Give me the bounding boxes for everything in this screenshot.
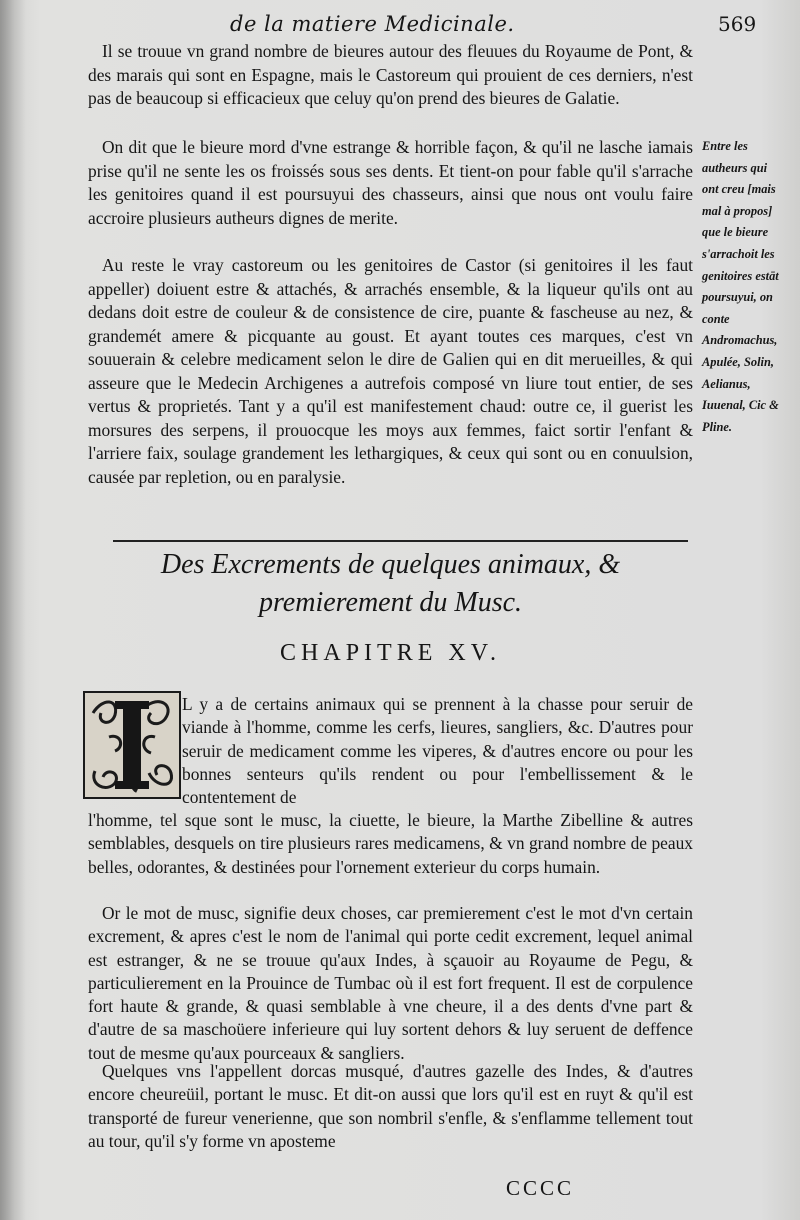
page-number: 569: [718, 12, 757, 36]
chapter-opening-continuation-text: l'homme, tel sque sont le musc, la ciuette, le bieure, la Marthe Zibelline & autres semblables, desquels on tire plusieurs rares medicamens, & vn grand nombre de peaux belles, odorantes, & destinées pour l'ornement exterieur du corps humain.: [88, 810, 693, 877]
paragraph-1: [88, 40, 693, 111]
dorcas-paragraph: Quelques vns l'appellent dorcas musqué, d'autres gazelle des Indes, & d'autres encore cheureüil, portant le musc. Et dit-on aussi que lors qu'il est en ruyt & qu'il est transporté de fureur venerienne, que son nombril s'enfle, & s'enflamme tellement tout au tour, qu'il s'y forme vn aposteme: [88, 1061, 693, 1151]
musc-paragraph: Or le mot de musc, signifie deux choses, car premierement c'est le mot d'vn certain excrement, & apres c'est le nom de l'animal qui porte cedit excrement, lequel animal est estranger, & ne se trouue qu'aux Indes, à sçauoir au Royaume de Pegu, & particulierement en la Prouince de Tumbac où il est fort frequent. Il est de corpulence fort haute & grande, & quasi semblable à vne cheure, il a des dents d'vne part & d'autre de sa maschoüere inferieure qui luy sortent dehors & luy seruent de deffence tout de mesme qu'aux pourceaux & sangliers.: [88, 903, 693, 1063]
chapter-heading: CHAPITRE XV.: [280, 640, 501, 666]
signature-mark: CCCC: [506, 1176, 575, 1200]
running-title: de la matiere Medicinale.: [230, 12, 515, 36]
paragraph-2-text: On dit que le bieure mord d'vne estrange & horrible façon, & qu'il ne lasche iamais prise qu'il ne sente les os froissés sous ses dents. Et tient-on pour fable qu'il s'arrache les genitoires quand il est poursuyui des chasseurs, ainsi que nous ont voulu faire accroire plusieurs autheurs dignes de merite.: [88, 137, 693, 228]
section-divider: [113, 540, 688, 542]
paragraph-3-text: Au reste le vray castoreum ou les genitoires de Castor (si genitoires il les faut appeller) doiuent estre & attachés, & arrachés ensemble, & la liqueur qu'ils ont au dedans doit estre de couleur & de consistence de cire, puante & fascheuse au nez, & grandemét amere & picquante au goust. Et ayant toutes ces marques, c'est vn souuerain & celebre medicament selon le dire de Galien qui en dit merueilles, & qui asseure que le Medecin Archigenes a autrefois composé vn liure tout entier, de ses vertus & proprietés. Tant y a qu'il est manifestement chaud: outre ce, il guerist les morsures des serpens, il prouocque les moys aux femmes, faict sortir l'enfant & l'arriere faix, soulage grandement les lethargiques, & ceux qui sont ou en conuulsion, causée par repletion, ou en paralysie.: [88, 255, 693, 487]
ornament-icon: [85, 693, 179, 797]
chapter-opening-continuation: [88, 809, 693, 879]
page-header: [0, 12, 800, 38]
section-title-line-2: premierement du Musc.: [258, 587, 523, 618]
section-title: [88, 546, 693, 622]
paragraph-1-text: Il se trouue vn grand nombre de bieures autour des fleuues du Royaume de Pont, & des marais qui sont en Espagne, mais le Castoreum qui prouient de ces derniers, n'est pas de beaucoup si efficacieux que celuy qu'on prend des bieures de Galatie.: [88, 41, 693, 108]
gutter-shadow: [0, 0, 26, 1220]
marginal-note: Entre les autheurs qui ont creu [mais mal à propos] que le bieure s'arrachoit les genitoires estāt poursuyui, on conte Andromachus, Apulée, Solin, Aelianus, Iuuenal, Cic & Pline.: [702, 139, 779, 434]
section-title-line-1: Des Excrements de quelques animaux, &: [160, 549, 621, 580]
chapter-opening-lines: L y a de certains animaux qui se prennent à la chasse pour seruir de viande à l'homme, comme les cerfs, lieures, sangliers, &c. D'autres pour seruir de medicament comme les viperes, & d'autres encore ou pour les bonnes senteurs qu'ils rendent ou pour l'embellissement & le contentement de: [182, 694, 693, 808]
chapter-opening-text: [182, 693, 693, 809]
decorated-initial: [83, 691, 181, 799]
paragraph-2: [88, 136, 693, 230]
paragraph-3: [88, 254, 693, 489]
